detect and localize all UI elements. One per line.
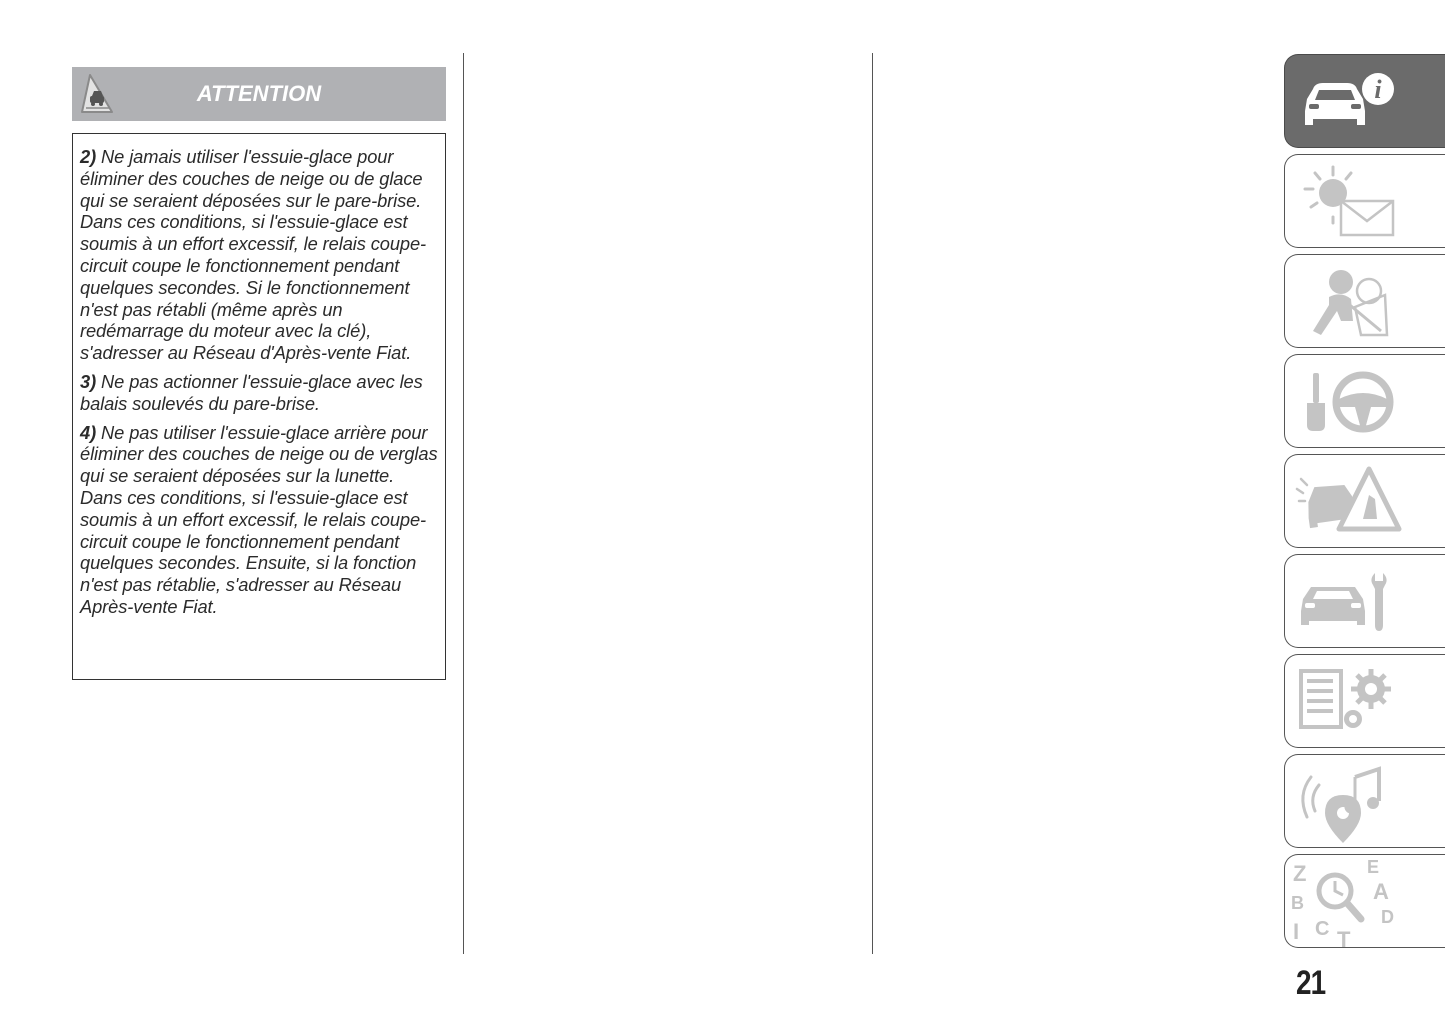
index-letter: B — [1291, 893, 1304, 913]
attention-title: ATTENTION — [196, 81, 322, 106]
tab-technical-data[interactable] — [1284, 654, 1445, 748]
tab-starting-driving[interactable] — [1284, 354, 1445, 448]
tab-multimedia[interactable] — [1284, 754, 1445, 848]
note-4 — [80, 422, 441, 618]
note-number: 2) — [80, 146, 97, 167]
index-letter: E — [1367, 857, 1380, 877]
technical-data-icon — [1285, 655, 1445, 748]
note-2 — [80, 146, 441, 364]
attention-notes-box — [72, 133, 446, 680]
index-letter: D — [1381, 907, 1394, 927]
note-number: 3) — [80, 370, 97, 392]
tab-index[interactable] — [1284, 854, 1445, 948]
car-maintenance-icon — [1285, 555, 1445, 648]
index-search-icon — [1285, 855, 1445, 948]
index-letter: I — [1293, 919, 1300, 944]
tab-lights-messages[interactable] — [1284, 154, 1445, 248]
tab-safety[interactable] — [1284, 254, 1445, 348]
attention-header — [72, 67, 446, 121]
tab-maintenance[interactable] — [1284, 554, 1445, 648]
note-text: Ne pas utiliser l'essuie-glace arrière pour éliminer des couches de neige ou de verglas qui se seraient déposées sur la lunette. Dans ces conditions, si l'essuie-glace est soumis à un effort excessif, le relais coupe-circuit coupe le fonctionnement pendant quelques secondes. Ensuite, si la fonction n'est pas rétablie, s'adresser au Réseau Après-vente Fiat. — [80, 421, 438, 617]
svg-text:i: i — [1374, 75, 1382, 104]
key-steering-wheel-icon — [1285, 355, 1445, 448]
index-letter: A — [1373, 879, 1389, 904]
multimedia-icon — [1285, 755, 1445, 848]
lights-message-icon — [1285, 155, 1445, 248]
index-letter: Z — [1293, 861, 1307, 886]
column-divider-left — [463, 53, 464, 954]
emergency-warning-icon — [1285, 455, 1445, 548]
page-number: 21 — [1296, 964, 1326, 1002]
note-text: Ne jamais utiliser l'essuie-glace pour éliminer des couches de neige ou de glace qui se seraient déposées sur le pare-brise. Dans ces conditions, si l'essuie-glace est soumis à un effort excessif, le relais coupe-circuit coupe le fonctionnement pendant quelques secondes. Si le fonctionnement n'est pas rétabli (même après un redémarrage du moteur avec la clé), s'adresser au Réseau d'Après-vente Fiat. — [80, 146, 427, 364]
airbag-safety-icon — [1285, 255, 1445, 348]
column-divider-right — [872, 53, 873, 954]
tab-emergency[interactable] — [1284, 454, 1445, 548]
note-number: 4) — [80, 421, 97, 443]
tab-car-info[interactable] — [1284, 54, 1445, 148]
index-letter: T — [1337, 927, 1351, 949]
note-3 — [80, 371, 441, 415]
index-letter: C — [1315, 918, 1330, 940]
car-info-icon — [1285, 55, 1445, 148]
note-text: Ne pas actionner l'essuie-glace avec les balais soulevés du pare-brise. — [80, 370, 423, 414]
